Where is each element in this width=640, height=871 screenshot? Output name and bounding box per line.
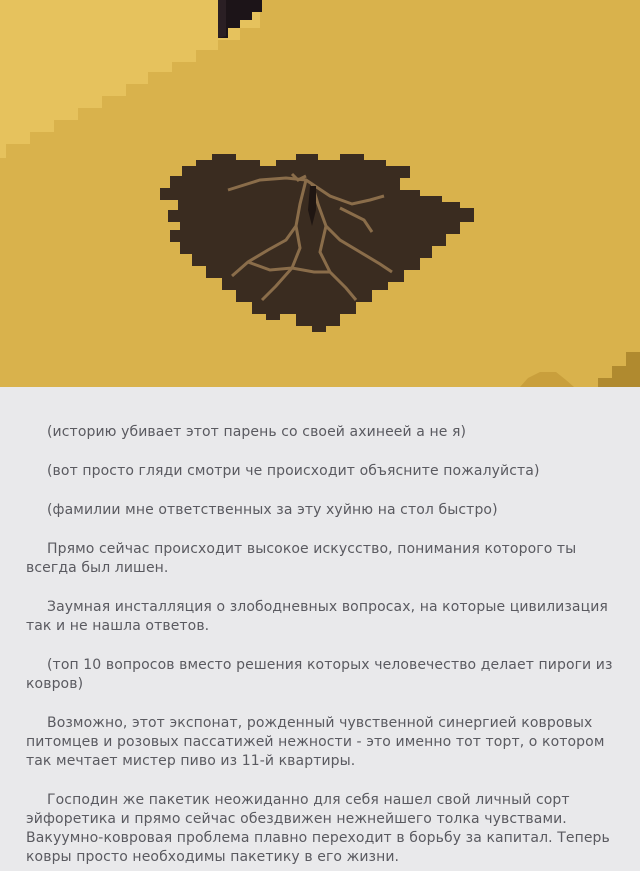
paragraph: (фамилии мне ответственных за эту хуйню на стол быстро) (47, 502, 498, 518)
paragraph: (вот просто гляди смотри че происходит объясните пожалуйста) (47, 463, 540, 479)
paragraph: (историю убивает этот парень со своей ахинеей а не я) (47, 424, 467, 440)
paragraph: (топ 10 вопросов вместо решения которых человечество делает пироги из ковров) (26, 657, 613, 692)
paragraph: Возможно, этот экспонат, рожденный чувственной синергией ковровых питомцев и розовых пассатижей нежности - это именно тот торт, о котором так мечтает мистер пиво из 11-й квартиры. (26, 715, 605, 769)
story-text-panel (0, 387, 640, 871)
game-scene (0, 0, 640, 387)
paragraph: Господин же пакетик неожиданно для себя нашел свой личный сорт эйфоретика и прямо сейчас обездвижен нежнейшего толка чувствами. Вакуумно-ковровая проблема плавно переходит в борьбу за капитал. Теперь ковры просто необходимы пакетику в его жизни. (26, 792, 610, 865)
isometric-room (0, 0, 640, 387)
paragraph: Заумная инсталляция о злободневных вопросах, на которые цивилизация так и не нашла ответов. (26, 599, 608, 634)
paragraph: Прямо сейчас происходит высокое искусство, понимания которого ты всегда был лишен. (26, 541, 577, 576)
